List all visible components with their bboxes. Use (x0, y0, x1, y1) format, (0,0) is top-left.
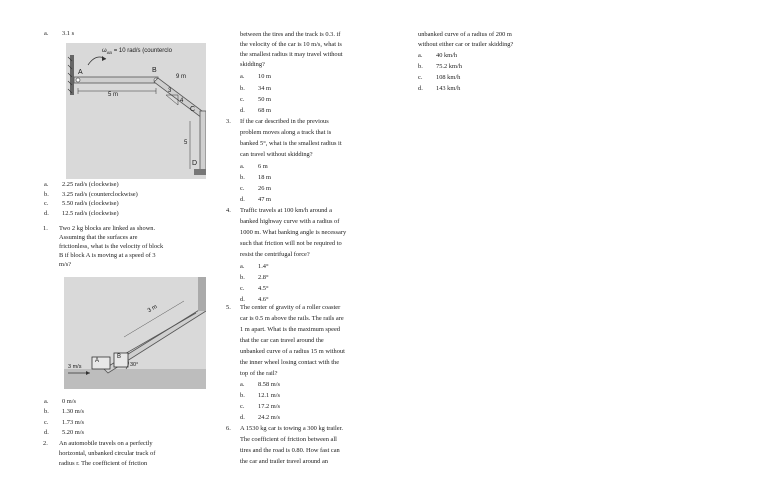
label-d: D (192, 160, 198, 167)
link-ab (74, 77, 158, 83)
option-c: c. 108 km/h (418, 74, 461, 81)
option-b: b. 75.2 km/h (418, 63, 462, 70)
label-a: A (78, 69, 83, 76)
option-d: d. 12.5 rad/s (clockwise) (44, 210, 119, 217)
dim-4: 4 (180, 98, 184, 104)
question-line: Two 2 kg blocks are linked as shown. (59, 225, 156, 232)
question-line: between the tires and the track is 0.3. if (240, 31, 341, 38)
question-number: 4. (226, 207, 231, 214)
speed-label: 3 m/s (68, 364, 82, 370)
question-line: without either car or trailer skidding? (418, 41, 514, 48)
question-line: If the car described in the previous (240, 118, 329, 125)
question-line: the smallest radius it may travel without (240, 51, 343, 58)
question-line: that the car can travel around the (240, 337, 324, 344)
dim-3: 3 (168, 88, 172, 94)
option-c: c. 17.2 m/s (240, 403, 281, 410)
dim-5m: 5 m (108, 92, 119, 98)
question-line: The coefficient of friction between all (240, 436, 337, 443)
dim-9m: 9 m (176, 74, 187, 80)
option-label: a. (44, 30, 49, 37)
option-a (44, 29, 206, 38)
angle-label: 30° (130, 362, 139, 368)
question-line: horizontal, unbanked circular track of (59, 450, 156, 457)
right-support (198, 277, 206, 311)
option-c: c. 1.73 m/s (44, 419, 85, 426)
option-d: d. 143 km/h (418, 85, 461, 92)
option-b: b. 34 m (240, 85, 271, 92)
option-b: b. 3.25 rad/s (counterclockwise) (44, 191, 138, 198)
question-line: Traffic travels at 100 km/h around a (240, 207, 332, 214)
option-d: d. 47 m (240, 196, 271, 203)
question-line: frictionless, what is the velocity of block (59, 243, 164, 250)
label-b: B (117, 354, 122, 360)
label-a: A (95, 358, 100, 364)
question-line: unbanked curve of a radius 15 m without (240, 348, 345, 355)
question-number: 2. (43, 440, 48, 447)
question-line: the inner wheel losing contact with the (240, 359, 340, 366)
blocks-diagram (64, 277, 206, 389)
link-cd (200, 111, 206, 171)
question-line: B if block A is moving at a speed of 3 (59, 252, 156, 259)
question-number: 3. (226, 118, 231, 125)
question-number: 5. (226, 304, 231, 311)
figure-blocks (64, 277, 206, 389)
question-line: the velocity of the car is 10 m/s, what is (240, 41, 342, 48)
option-b: b. 2.8° (240, 274, 269, 281)
option-b: b. 1.30 m/s (44, 408, 85, 415)
question-line: such that friction will not be required to (240, 240, 342, 247)
option-c: c. 26 m (240, 185, 271, 192)
question-number: 1. (43, 225, 48, 232)
option-a: a. 10 m (240, 73, 271, 80)
option-c: c. 4.5° (240, 285, 269, 292)
question-line: An automobile travels on a perfectly (59, 440, 153, 447)
question-line: 1 m apart. What is the maximum speed (240, 326, 340, 333)
question-line: skidding? (240, 61, 265, 68)
rope (116, 313, 196, 359)
omega-label: $\omega_{AB} = 10$ rad/s (counterclo (102, 48, 172, 56)
question-line: 1000 m. What banking angle is necessary (240, 229, 347, 236)
question-line: top of the rail? (240, 370, 278, 377)
question-line: the car and trailer travel around an (240, 458, 329, 465)
option-d: d. 5.20 m/s (44, 429, 85, 436)
question-line: tires and the road is 0.80. How fast can (240, 447, 340, 454)
question-line: The center of gravity of a roller coaster (240, 304, 341, 311)
question-line: Assuming that the surfaces are (59, 234, 138, 241)
figure-linkage (66, 43, 206, 179)
label-b: B (152, 67, 157, 74)
option-a: a. 40 km/h (418, 52, 458, 59)
dim-3m: 3 m (146, 303, 159, 315)
question-line: A 1530 kg car is towing a 300 kg trailer. (240, 425, 343, 432)
option-a: a. 2.25 rad/s (clockwise) (44, 181, 119, 188)
option-b: b. 12.1 m/s (240, 392, 281, 399)
option-d: d. 4.6° (240, 296, 269, 303)
question-line: resist the centrifugal force? (240, 251, 310, 258)
option-a: a. 6 m (240, 163, 268, 170)
question-line: can travel without skidding? (240, 151, 313, 158)
question-line: banked 5°, what is the smallest radius it (240, 140, 342, 147)
option-c: c. 5.50 rad/s (clockwise) (44, 200, 119, 207)
option-d: d. 68 m (240, 107, 271, 114)
question-line: unbanked curve of a radius of 200 m (418, 31, 512, 38)
question-line: m/s? (59, 261, 72, 268)
option-b: b. 18 m (240, 174, 271, 181)
option-a: a. 0 m/s (44, 398, 77, 405)
question-line: banked highway curve with a radius of (240, 218, 340, 225)
option-d: d. 24.2 m/s (240, 414, 281, 421)
label-c: C (190, 106, 196, 113)
option-text: 3.1 s (62, 30, 75, 37)
question-line: car is 0.5 m above the rails. The rails are (240, 315, 344, 322)
option-a: a. 8.58 m/s (240, 381, 281, 388)
question-line: radius r. The coefficient of friction (59, 460, 148, 467)
ground-support (194, 169, 206, 175)
option-a: a. 1.4° (240, 263, 269, 270)
question-number: 6. (226, 425, 231, 432)
dim-5-vertical: 5 (184, 140, 188, 146)
option-c: c. 50 m (240, 96, 271, 103)
ground (64, 369, 206, 389)
question-line: problem moves along a track that is (240, 129, 332, 136)
linkage-diagram (66, 43, 206, 179)
